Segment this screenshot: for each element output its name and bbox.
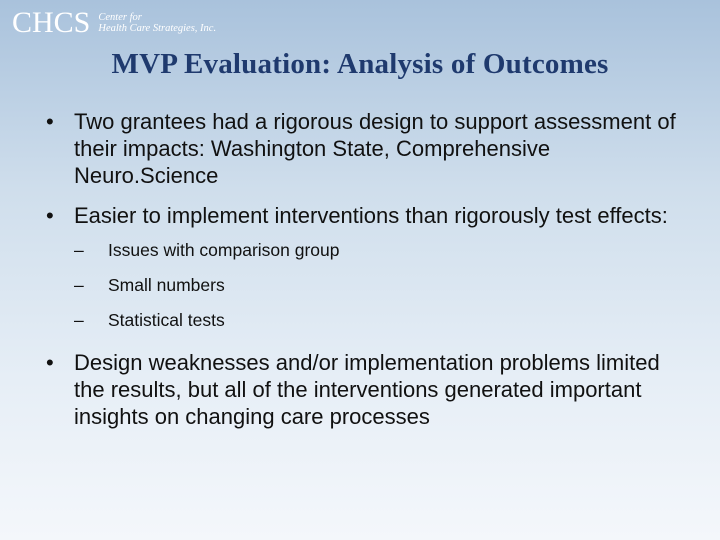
sub-bullet-symbol: – <box>74 310 84 330</box>
bullet-text: Design weaknesses and/or implementation problems limited the results, but all of the interventions generated important insights on changing care processes <box>74 350 660 429</box>
bullet-symbol: • <box>46 203 54 228</box>
bullet-symbol: • <box>46 350 54 375</box>
bullet-item <box>46 349 696 430</box>
bullet-text: Two grantees had a rigorous design to support assessment of their impacts: Washington State, Comprehensive Neuro.Science <box>74 109 676 188</box>
sub-bullet-symbol: – <box>74 240 84 260</box>
sub-bullet-item <box>74 274 696 296</box>
logo-subtitle-line1: Center for <box>98 12 142 23</box>
bullet-item <box>46 108 696 189</box>
sub-bullet-symbol: – <box>74 275 84 295</box>
bullet-text: Easier to implement interventions than rigorously test effects: <box>74 203 668 228</box>
chcs-logo <box>12 8 248 38</box>
sub-bullet-item <box>74 239 696 261</box>
sub-bullet-item <box>74 309 696 331</box>
sub-bullet-text: Statistical tests <box>108 310 225 330</box>
sub-bullet-text: Small numbers <box>108 275 225 295</box>
logo-subtitle-line2: Health Care Strategies, Inc. <box>98 23 217 34</box>
sub-bullet-text: Issues with comparison group <box>108 240 340 260</box>
bullet-item <box>46 202 696 229</box>
slide-title: MVP Evaluation: Analysis of Outcomes <box>111 48 609 80</box>
bullet-symbol: • <box>46 109 54 134</box>
logo-mark: CHCS <box>12 6 91 39</box>
slide-content <box>46 108 696 443</box>
logo-subtitle <box>98 12 248 34</box>
sub-bullet-list <box>74 239 696 331</box>
